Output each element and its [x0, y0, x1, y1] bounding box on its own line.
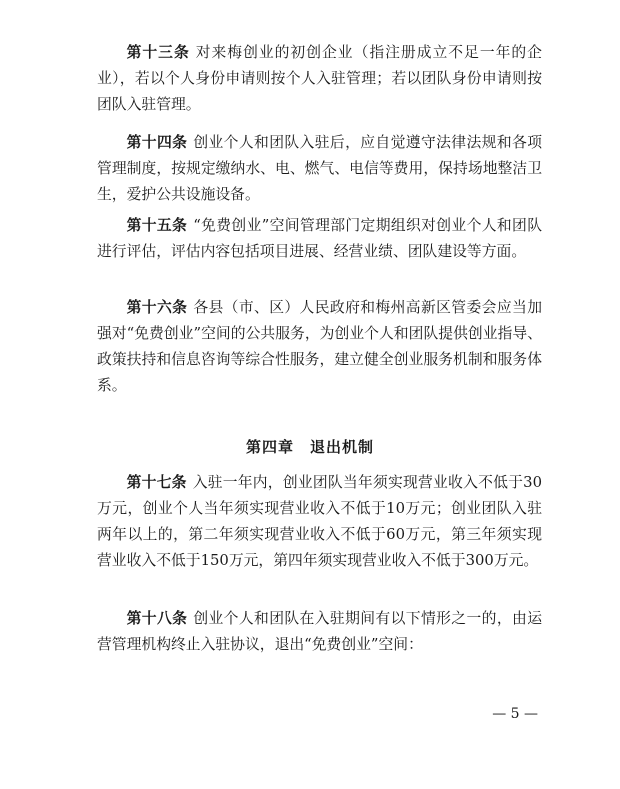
article-text: “免费创业”空间管理部门定期组织对创业个人和团队进行评估，评估内容包括项目进展、经营业绩、团队建设等方面。 [97, 217, 542, 260]
article-text: 各县（市、区）人民政府和梅州高新区管委会应当加强对“免费创业”空间的公共服务，为创业个人和团队提供创业指导、政策扶持和信息咨询等综合性服务，建立健全创业服务机制和服务体系。 [97, 299, 542, 394]
page-number: — 5 — [492, 706, 538, 722]
article-text: 创业个人和团队入驻后，应自觉遵守法律法规和各项管理制度，按规定缴纳水、电、燃气、电信等费用，保持场地整洁卫生，爱护公共设施设备。 [97, 134, 542, 203]
chapter-title: 退出机制 [310, 438, 375, 456]
chapter-heading [0, 436, 620, 457]
article-14 [97, 130, 542, 208]
article-label: 第十六条 [126, 299, 188, 316]
article-17 [97, 470, 542, 574]
article-label: 第十五条 [126, 217, 188, 234]
article-text: 对来梅创业的初创企业（指注册成立不足一年的企业），若以个人身份申请则按个人入驻管理；若以团队身份申请则按团队入驻管理。 [97, 44, 542, 113]
article-16 [97, 295, 542, 399]
article-text: 入驻一年内，创业团队当年须实现营业收入不低于30万元，创业个人当年须实现营业收入不低于10万元；创业团队入驻两年以上的，第二年须实现营业收入不低于60万元，第三年须实现营业收入不低于150万元，第四年须实现营业收入不低于300万元。 [97, 474, 542, 569]
article-15 [97, 213, 542, 265]
article-label: 第十四条 [126, 134, 188, 151]
chapter-number: 第四章 [245, 438, 294, 456]
article-label: 第十三条 [126, 44, 190, 61]
article-13 [97, 40, 542, 118]
article-label: 第十七条 [126, 474, 187, 491]
article-text: 创业个人和团队在入驻期间有以下情形之一的，由运营管理机构终止入驻协议，退出“免费创业”空间： [97, 610, 542, 653]
article-label: 第十八条 [126, 610, 188, 627]
article-18 [97, 606, 542, 658]
